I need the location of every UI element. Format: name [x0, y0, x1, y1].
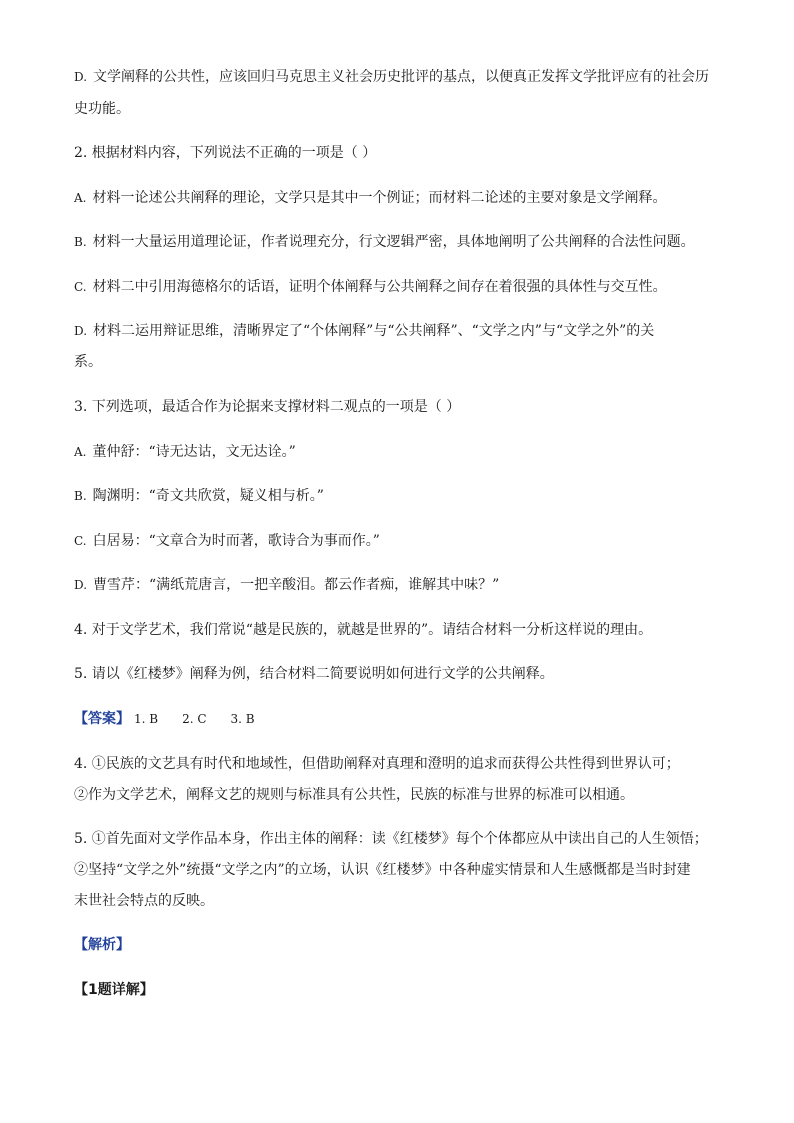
q1-option-d-line2: 史功能。	[74, 101, 130, 117]
answer-item: 2. C	[182, 712, 207, 726]
answer-items	[130, 711, 279, 727]
answer-line	[74, 710, 734, 728]
option-label: C.	[74, 280, 87, 294]
option-text: 材料一论述公共阐释的理论，文学只是其中一个例证；而材料二论述的主要对象是文学阐释。	[92, 190, 667, 206]
q3-option-b	[74, 487, 734, 505]
answer-4-line2: ②作为文学艺术，阐释文艺的规则与标准具有公共性，民族的标准与世界的标准可以相通。	[74, 787, 634, 803]
option-label: A.	[74, 445, 87, 459]
q3-stem: 3. 下列选项，最适合作为论据来支撑材料二观点的一项是（ ）	[74, 399, 461, 415]
answer-5-line1: 5. ①首先面对文学作品本身，作出主体的阐释：读《红楼梦》每个个体都应从中读出自己的人生领悟；	[74, 831, 708, 847]
answer-tag: 【答案】	[74, 711, 130, 727]
option-text: 白居易：“文章合为时而著，歌诗合为事而作。”	[92, 533, 380, 549]
q2-option-a	[74, 189, 734, 207]
q2-stem: 2. 根据材料内容，下列说法不正确的一项是（ ）	[74, 145, 377, 161]
q2-option-c	[74, 278, 734, 296]
q3-option-a	[74, 443, 734, 461]
answer-5-line3: 末世社会特点的反映。	[74, 893, 214, 909]
option-label: B.	[74, 235, 87, 249]
q3-option-d	[74, 576, 734, 594]
option-label: C.	[74, 534, 87, 548]
option-text: 文学阐释的公共性，应该回归马克思主义社会历史批评的基点，以便真正发挥文学批评应有的社会历	[93, 69, 710, 85]
answer-5-line2: ②坚持“文学之外”统摄“文学之内”的立场，认识《红楼梦》中各种虚实情景和人生感慨都是当时封建	[74, 862, 691, 878]
q5-stem: 5. 请以《红楼梦》阐释为例，结合材料二简要说明如何进行文学的公共阐释。	[74, 666, 554, 682]
option-text: 材料一大量运用道理论证，作者说理充分，行文逻辑严密，具体地阐明了公共阐释的合法性问题。	[92, 234, 695, 250]
option-label: D.	[74, 578, 88, 592]
detail-tag: 【1题详解】	[74, 982, 154, 998]
analysis-tag: 【解析】	[74, 937, 130, 953]
option-label: D.	[74, 70, 88, 84]
option-text: 董仲舒：“诗无达诂，文无达诠。”	[92, 444, 296, 460]
q4-stem: 4. 对于文学艺术，我们常说“越是民族的，就越是世界的”。请结合材料一分析这样说的理由。	[74, 622, 653, 638]
option-text: 曹雪芹：“满纸荒唐言，一把辛酸泪。都云作者痴，谁解其中味？”	[93, 577, 500, 593]
option-label: A.	[74, 191, 87, 205]
q2-option-b	[74, 233, 734, 251]
answer-4-line1: 4. ①民族的文艺具有时代和地域性，但借助阐释对真理和澄明的追求而获得公共性得到世界认可；	[74, 756, 680, 772]
option-text: 陶渊明：“奇文共欣赏，疑义相与析。”	[92, 488, 324, 504]
answer-item: 1. B	[134, 712, 159, 726]
q3-option-c	[74, 532, 734, 550]
option-label: D.	[74, 324, 88, 338]
q2-option-d-line1	[74, 322, 734, 340]
q1-option-d-line1	[74, 68, 734, 86]
analysis-heading	[74, 936, 734, 954]
q2-option-d-line2: 系。	[74, 354, 102, 370]
option-text: 材料二中引用海德格尔的话语，证明个体阐释与公共阐释之间存在着很强的具体性与交互性。	[92, 279, 667, 295]
answer-item: 3. B	[230, 712, 255, 726]
detail-heading	[74, 981, 734, 999]
option-label: B.	[74, 489, 87, 503]
option-text: 材料二运用辩证思维，清晰界定了“个体阐释”与“公共阐释”、“文学之内”与“文学之外”的关	[93, 323, 655, 339]
